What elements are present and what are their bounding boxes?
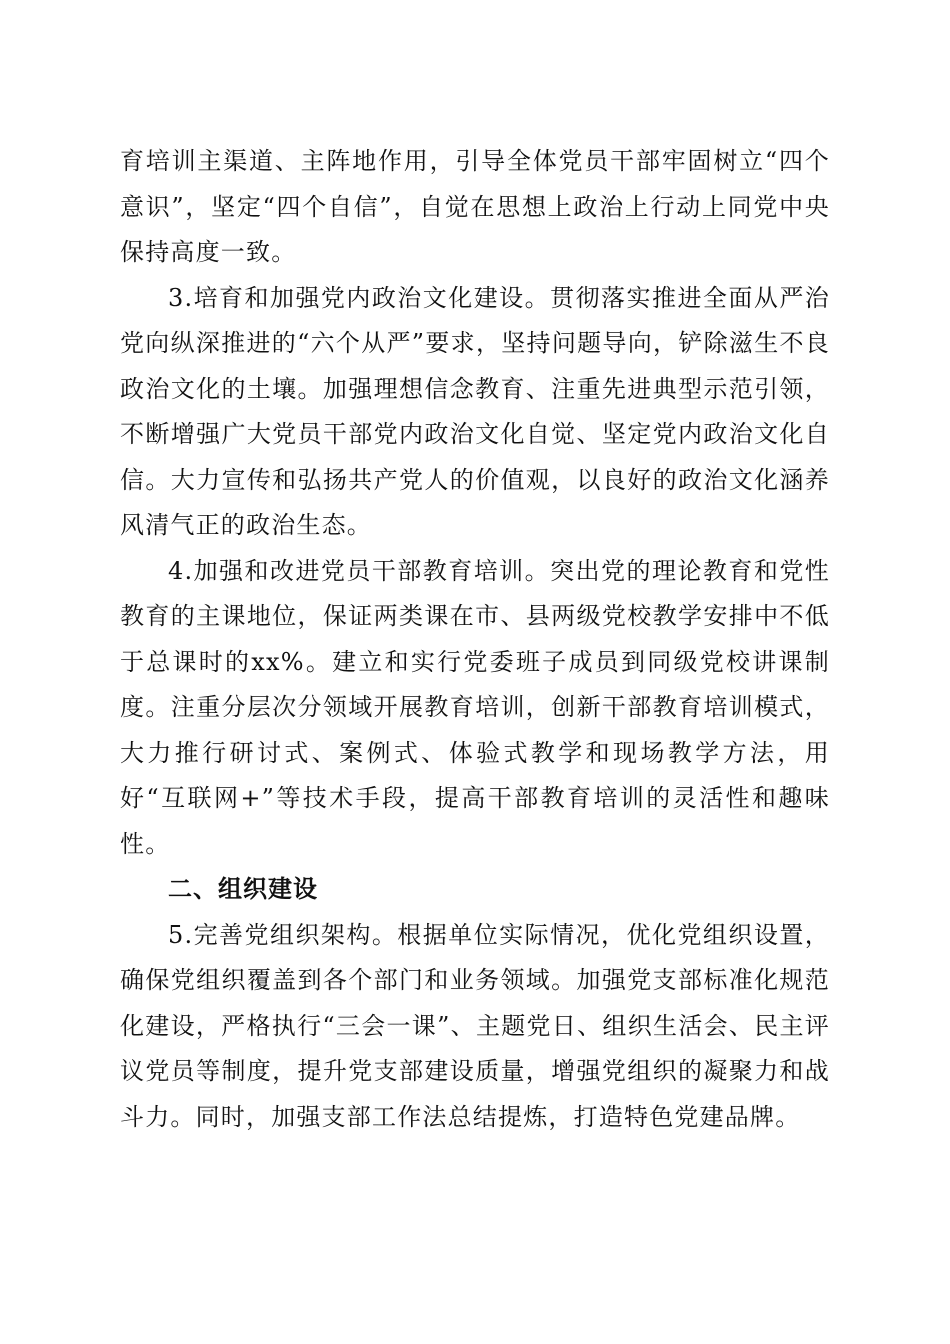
paragraph-item-5: 5.完善党组织架构。根据单位实际情况，优化党组织设置，确保党组织覆盖到各个部门和业务领域。加强党支部标准化规范化建设，严格执行“三会一课”、主题党日、组织生活会、民主评议党员等制度，提升党支部建设质量，增强党组织的凝聚力和战斗力。同时，加强支部工作法总结提炼，打造特色党建品牌。: [120, 920, 830, 1131]
section-heading: 二、组织建设: [168, 875, 318, 903]
paragraph-item-4: 4.加强和改进党员干部教育培训。突出党的理论教育和党性教育的主课地位，保证两类课在市、县两级党校教学安排中不低于总课时的xx%。建立和实行党委班子成员到同级党校讲课制度。注重分层次分领域开展教育培训，创新干部教育培训模式，大力推行研讨式、案例式、体验式教学和现场教学方法，用好“互联网+”等技术手段，提高干部教育培训的灵活性和趣味性。: [120, 556, 830, 858]
paragraph-item-3: 3.培育和加强党内政治文化建设。贯彻落实推进全面从严治党向纵深推进的“六个从严”要求，坚持问题导向，铲除滋生不良政治文化的土壤。加强理想信念教育、注重先进典型示范引领，不断增强广大党员干部党内政治文化自觉、坚定党内政治文化自信。大力宣传和弘扬共产党人的价值观，以良好的政治文化涵养风清气正的政治生态。: [120, 283, 830, 539]
paragraph-continued: 育培训主渠道、主阵地作用，引导全体党员干部牢固树立“四个意识”，坚定“四个自信”，自觉在思想上政治上行动上同党中央保持高度一致。: [120, 147, 830, 266]
document-body: [120, 139, 830, 1140]
